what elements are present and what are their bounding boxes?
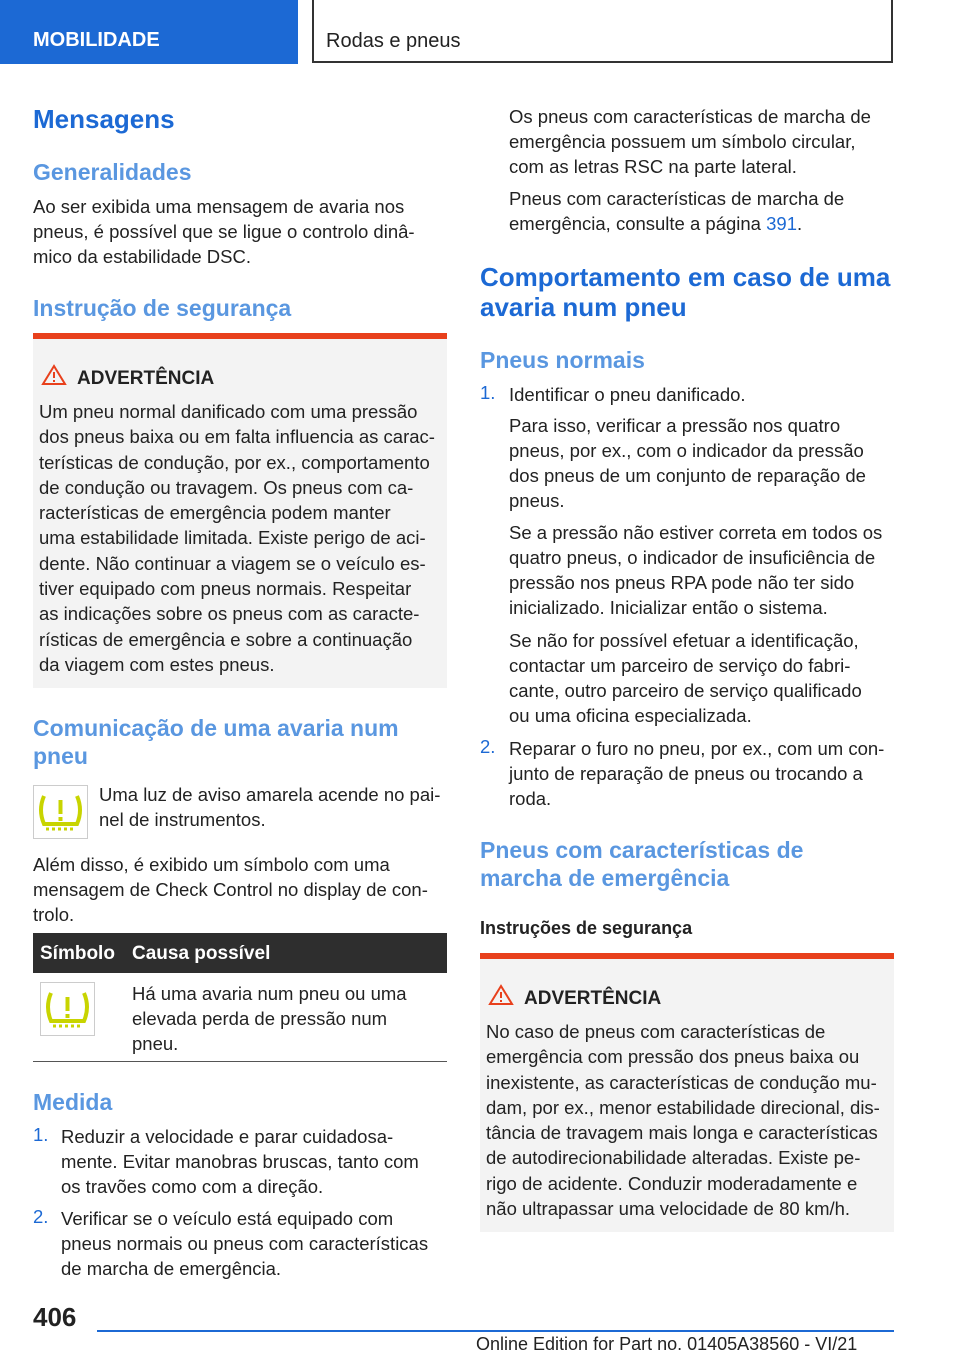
warning-triangle-icon <box>41 364 67 386</box>
normal-1b-line-4: pneus. <box>509 490 565 511</box>
warning-line: tiver equipado com pneus normais. Respeitar <box>39 578 412 600</box>
normal-1-line: Identificar o pneu danificado. <box>509 384 746 405</box>
normal-1b-line-1: Para isso, verificar a pressão nos quatro <box>509 415 841 436</box>
warning-line: tância de travagem mais longa e características <box>486 1122 878 1144</box>
normal-1d-line-2: contactar um parceiro de serviço do fabri- <box>509 655 851 676</box>
warning-line: dos pneus baixa ou em falta influencia as carac- <box>39 426 435 448</box>
table-col-symbol: Símbolo <box>40 943 115 964</box>
table-cell-line-2: elevada perda de pressão num <box>132 1008 388 1029</box>
warning-line: de autodirecionabilidade alteradas. Existe pe- <box>486 1147 861 1169</box>
comm-heading-1: Comunicação de uma avaria num <box>33 715 399 741</box>
warning-line: não ultrapassar uma velocidade de 80 km/h. <box>486 1198 851 1220</box>
rsc-safety-heading: Instruções de segurança <box>480 918 693 938</box>
measure-num-1: 1. <box>33 1124 49 1145</box>
tpms-symbol-icon <box>40 982 95 1036</box>
measure-heading: Medida <box>33 1089 113 1115</box>
safety-heading: Instrução de segurança <box>33 295 292 321</box>
measure-1-line-3: os travões como com a direção. <box>61 1176 324 1197</box>
warning-line: emergência com pressão dos pneus baixa ou <box>486 1046 860 1068</box>
comm-line-1: Além disso, é exibido um símbolo com uma <box>33 854 390 875</box>
tpms-warning-icon <box>33 785 88 839</box>
measure-2-line-3: de marcha de emergência. <box>61 1258 282 1279</box>
warning-line: da viagem com estes pneus. <box>39 653 275 675</box>
ref-line-1: Pneus com características de marcha de <box>509 188 845 209</box>
chapter-label: Rodas e pneus <box>326 30 461 52</box>
comm-line-3: trolo. <box>33 904 75 925</box>
behaviour-heading-1: Comportamento em caso de uma <box>480 262 891 292</box>
normal-heading: Pneus normais <box>480 347 645 373</box>
warning-box-rsc <box>480 953 894 1232</box>
footer-rule <box>97 1330 894 1332</box>
normal-1c-line-1: Se a pressão não estiver correta em todos os <box>509 522 883 543</box>
table-cell-line-1: Há uma avaria num pneu ou uma <box>132 983 407 1004</box>
normal-1b-line-3: dos pneus de um conjunto de reparação de <box>509 465 866 486</box>
warning-line: terísticas de condução, por ex., comportamento <box>39 451 430 473</box>
page-ref-link[interactable]: 391 <box>766 213 797 234</box>
rsc-heading-1: Pneus com características de <box>480 837 804 863</box>
warning-triangle-icon <box>488 984 514 1006</box>
warning-line: dam, por ex., menor estabilidade direcional, dis- <box>486 1096 880 1118</box>
comm-line-2: mensagem de Check Control no display de con- <box>33 879 428 900</box>
table-cell-line-3: pneu. <box>132 1033 179 1054</box>
rsc-heading-2: marcha de emergência <box>480 865 730 891</box>
normal-1d-line-3: cante, outro parceiro de serviço qualificado <box>509 680 862 701</box>
warning-line: uma estabilidade limitada. Existe perigo de aci- <box>39 527 426 549</box>
warning-box <box>33 333 447 688</box>
ref-period: . <box>797 213 803 234</box>
measure-num-2: 2. <box>33 1206 49 1227</box>
table-header <box>33 933 447 973</box>
warning-line: rigo de acidente. Conduzir moderadamente e <box>486 1172 858 1194</box>
intro-line-2: emergência possuem um símbolo circular, <box>509 131 856 152</box>
table-col-cause: Causa possível <box>132 943 271 964</box>
normal-1c-line-2: quatro pneus, o indicador de insuficiência de <box>509 547 876 568</box>
warning-line: as indicações sobre os pneus com as caracte- <box>39 603 420 625</box>
ref-text: emergência, consulte a página <box>509 213 767 234</box>
general-heading: Generalidades <box>33 159 192 185</box>
section-tab <box>0 0 298 64</box>
ref-line-2 <box>509 211 802 236</box>
general-line-1: Ao ser exibida uma mensagem de avaria nos <box>33 196 405 217</box>
intro-line-1: Os pneus com características de marcha de <box>509 106 871 127</box>
warning-text <box>39 399 435 677</box>
normal-1c-line-4: inicializado. Inicializar então o sistema. <box>509 597 828 618</box>
normal-1d-line-1: Se não for possível efetuar a identificação, <box>509 630 859 651</box>
page-title: Mensagens <box>33 104 175 134</box>
warning-text <box>486 1019 880 1221</box>
normal-num-2: 2. <box>480 736 496 757</box>
normal-2-line-2: junto de reparação de pneus ou trocando a <box>509 763 863 784</box>
warning-line: racterísticas de emergência podem manter <box>39 502 391 524</box>
measure-2-line-2: pneus normais ou pneus com características <box>61 1233 429 1254</box>
table-bottom-rule <box>33 1061 447 1062</box>
warning-title: ADVERTÊNCIA <box>77 368 215 389</box>
warning-line: dente. Não continuar a viagem se o veículo es- <box>39 552 426 574</box>
intro-line-3: com as letras RSC na parte lateral. <box>509 156 797 177</box>
measure-2-line-1: Verificar se o veículo está equipado com <box>61 1208 394 1229</box>
measure-1-line-2: mente. Evitar manobras bruscas, tanto com <box>61 1151 419 1172</box>
general-line-3: mico da estabilidade DSC. <box>33 246 251 267</box>
general-line-2: pneus, é possível que se ligue o controlo dinâ- <box>33 221 415 242</box>
normal-1d-line-4: ou uma oficina especializada. <box>509 705 752 726</box>
chapter-tab <box>312 0 893 63</box>
comm-icon-line-2: nel de instrumentos. <box>99 809 266 830</box>
comm-icon-line-1: Uma luz de aviso amarela acende no pai- <box>99 784 441 805</box>
section-label: MOBILIDADE <box>33 29 160 51</box>
warning-line: No caso de pneus com características de <box>486 1021 826 1042</box>
normal-1b-line-2: pneus, por ex., com o indicador da pressão <box>509 440 864 461</box>
footer-edition: Online Edition for Part no. 01405A38560 - VI/21 <box>476 1334 858 1354</box>
warning-line: inexistente, as características de condução mu- <box>486 1071 877 1093</box>
warning-line: rísticas de emergência e sobre a continuação <box>39 628 413 650</box>
comm-heading-2: pneu <box>33 743 88 769</box>
measure-1-line-1: Reduzir a velocidade e parar cuidadosa- <box>61 1126 394 1147</box>
warning-line: Um pneu normal danificado com uma pressão <box>39 401 418 422</box>
page-number: 406 <box>33 1302 77 1332</box>
normal-num-1: 1. <box>480 382 496 403</box>
behaviour-heading-2: avaria num pneu <box>480 292 687 322</box>
warning-title: ADVERTÊNCIA <box>524 988 662 1009</box>
normal-1c-line-3: pressão nos pneus RPA pode não ter sido <box>509 572 855 593</box>
warning-line: de condução ou travagem. Os pneus com ca- <box>39 476 414 498</box>
normal-2-line-3: roda. <box>509 788 552 809</box>
normal-2-line-1: Reparar o furo no pneu, por ex., com um con- <box>509 738 885 759</box>
